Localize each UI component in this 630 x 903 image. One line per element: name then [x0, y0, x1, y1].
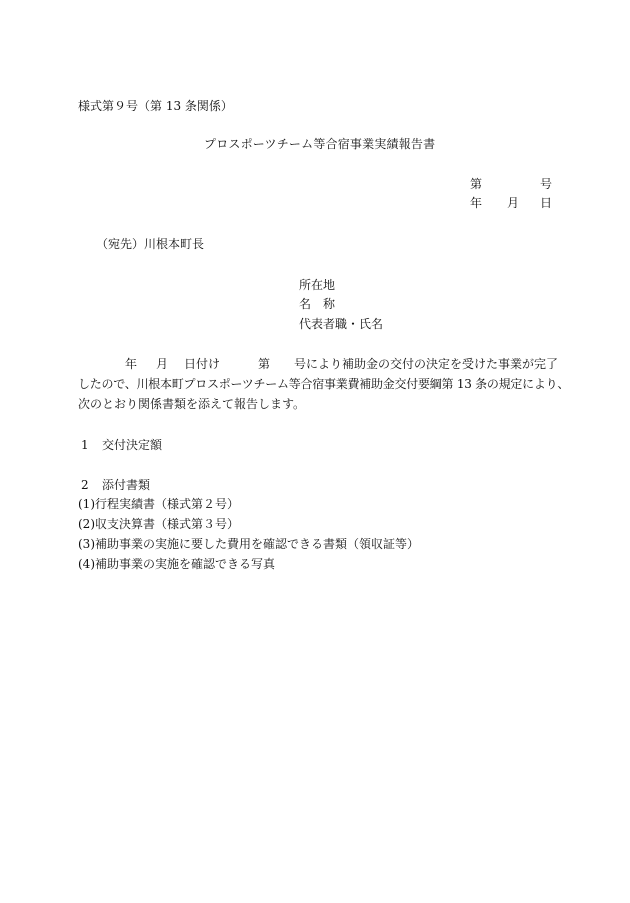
date-month-label: 月	[507, 196, 520, 210]
reference-number-label: 第	[470, 177, 483, 191]
applicant-name-label-part2: 称	[323, 297, 336, 311]
applicant-name-label	[299, 298, 335, 310]
body-month-label: 月	[156, 357, 169, 371]
reference-number-suffix: 号	[540, 177, 553, 191]
date-year-label: 年	[470, 196, 483, 210]
section-2-number: 2	[81, 478, 89, 492]
addressee: （宛先）川根本町長	[96, 237, 205, 251]
body-line-1-text: 号により補助金の交付の決定を受けた事業が完了	[294, 357, 559, 371]
section-2-heading	[81, 479, 150, 491]
body-line-2: したので、川根本町プロスポーツチーム等合宿事業費補助金交付要綱第 13 条の規定により、	[78, 377, 570, 391]
section-2-title: 添付書類	[102, 478, 151, 492]
applicant-name-label-part1: 名	[299, 297, 312, 311]
section-1-title: 交付決定額	[102, 438, 163, 452]
attachment-item-4: (4)補助事業の実施を確認できる写真	[78, 557, 275, 571]
attachment-item-2: (2)収支決算書（様式第３号）	[78, 517, 239, 531]
applicant-representative-label: 代表者職・氏名	[299, 317, 384, 331]
body-year-label: 年	[125, 357, 138, 371]
section-1-heading	[81, 439, 162, 451]
form-number: 様式第９号（第 13 条関係）	[78, 99, 233, 113]
body-line-3: 次のとおり関係書類を添えて報告します。	[78, 397, 306, 411]
document-title: プロスポーツチーム等合宿事業実績報告書	[204, 137, 436, 151]
attachment-item-1: (1)行程実績書（様式第２号）	[78, 497, 239, 511]
section-1-number: 1	[81, 438, 89, 452]
applicant-address-label: 所在地	[299, 278, 336, 292]
attachment-item-3: (3)補助事業の実施に要した費用を確認できる書類（領収証等）	[78, 537, 420, 551]
body-number-label: 第	[258, 357, 271, 371]
date-day-label: 日	[540, 196, 553, 210]
body-day-label: 日付け	[184, 357, 221, 371]
